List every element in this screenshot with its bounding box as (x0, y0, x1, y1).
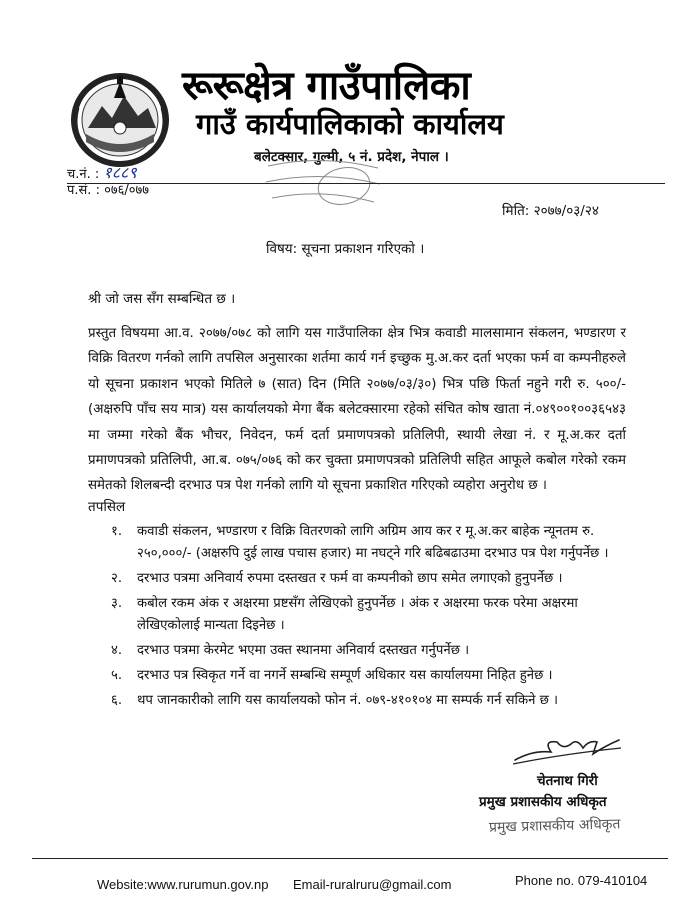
list-item (111, 690, 631, 712)
tapsil-heading: तपसिल (88, 499, 126, 515)
signatory-post: प्रमुख प्रशासकीय अधिकृत (479, 794, 607, 810)
office-address: बलेटक्सार, गुल्मी, ५ नं. प्रदेश, नेपाल । (254, 149, 449, 165)
item-number: ४. (111, 643, 123, 658)
item-text: दरभाउ पत्रमा केरमेट भएमा उक्त स्थानमा अनिवार्य दस्तखत गर्नुपर्नेछ । (137, 643, 470, 658)
letter-subject: विषय: सूचना प्रकाशन गरिएको । (266, 241, 425, 257)
signature-image (513, 730, 623, 770)
list-item (111, 521, 631, 565)
item-number: ५. (111, 668, 123, 683)
office-subtitle: गाउँ कार्यपालिकाको कार्यालय (196, 107, 504, 141)
municipality-title: रूरूक्षेत्र गाउँपालिका (182, 63, 471, 109)
item-text: कवाडी संकलन, भण्डारण र विक्रि वितरणको लागि अग्रिम आय कर र मू.अ.कर बाहेक न्यूनतम रु. २५०,०००/- (अक्षरुपि दुई लाख पचास हजार) मा नघट्ने गरि बढिबढाउमा दरभाउ पत्र पेश गर्नुपर्नेछ । (137, 524, 609, 561)
list-item (111, 665, 631, 687)
list-item (111, 568, 631, 590)
list-item (111, 640, 631, 662)
conditions-list (111, 521, 631, 715)
letter-no-label: प.सं. : (67, 183, 100, 198)
item-text: दरभाउ पत्रमा अनिवार्य रुपमा दस्तखत र फर्म वा कम्पनीको छाप समेत लगाएको हुनुपर्नेछ । (137, 571, 563, 586)
header-divider (67, 183, 665, 184)
footer-divider (32, 858, 668, 859)
item-number: ३. (111, 596, 123, 611)
designation-stamp: प्रमुख प्रशासकीय अधिकृत (488, 816, 621, 836)
footer-website: Website:www.rurumun.gov.np (97, 877, 269, 892)
item-text: कबोल रकम अंक र अक्षरमा प्रष्टसँग लेखिएको हुनुपर्नेछ । अंक र अक्षरमा फरक परेमा अक्षरमा लेखिएकोलाई मान्यता दिइनेछ । (137, 596, 578, 633)
list-item (111, 593, 631, 637)
item-text: दरभाउ पत्र स्विकृत गर्ने वा नगर्ने सम्बन्धि सम्पूर्ण अधिकार यस कार्यालयमा निहित हुनेछ । (137, 668, 553, 683)
footer-email: Email-ruralruru@gmail.com (293, 877, 452, 892)
body-paragraph: प्रस्तुत विषयमा आ.व. २०७७/०७८ को लागि यस गाउँपालिका क्षेत्र भित्र कवाडी मालसामान संकलन, भण्डारण र विक्रि वितरण गर्नको लागि तपसिल अनुसारका शर्तमा कार्य गर्न इच्छुक मु.अ.कर दर्ता भएका फर्म वा कम्पनीहरुले यो सूचना प्रकाशन भएको मितिले ७ (सात) दिन (मिति २०७७/०३/३०) भित्र पछि फिर्ता नहुने गरी रु. ५००/- (अक्षरुपि पाँच सय मात्र) यस कार्यालयको मेगा बैंक बलेटक्सारमा रहेको संचित कोष खाता नं.०४९००१००३६५४३ मा जम्मा गरेको बैंक भौचर, निवेदन, फर्म दर्ता प्रमाणपत्रको प्रतिलिपी, स्थायी लेखा नं. र मू.अ.कर दर्ता प्रमाणपत्रको प्रतिलिपी, आ.ब. ०७५/०७६ को कर चुक्ता प्रमाणपत्रको प्रतिलिपी सहित आफूले कबोल गरेको रकम समेतको शिलबन्दी दरभाउ पत्र पेश गर्नको लागि यो सूचना प्रकाशित गरिएको व्यहोरा अनुरोध छ । (88, 326, 626, 494)
ref-no-label: च.नं. : (67, 167, 100, 182)
item-number: २. (111, 571, 123, 586)
ref-no-value: १८८९ (103, 163, 137, 182)
item-number: ६. (111, 693, 123, 708)
letter-date: मिति: २०७७/०३/२४ (502, 203, 599, 219)
letter-no-value: ०७६/०७७ (104, 183, 150, 198)
footer-phone: Phone no. 079-410104 (515, 873, 648, 888)
signatory-name: चेतनाथ गिरी (537, 773, 598, 789)
item-number: १. (111, 524, 123, 539)
item-text: थप जानकारीको लागि यस कार्यालयको फोन नं. ०७९-४१०१०४ मा सम्पर्क गर्न सकिने छ । (137, 693, 559, 708)
salutation: श्री जो जस सँग सम्बन्धित छ । (88, 291, 236, 307)
nepal-emblem-logo (68, 68, 172, 168)
